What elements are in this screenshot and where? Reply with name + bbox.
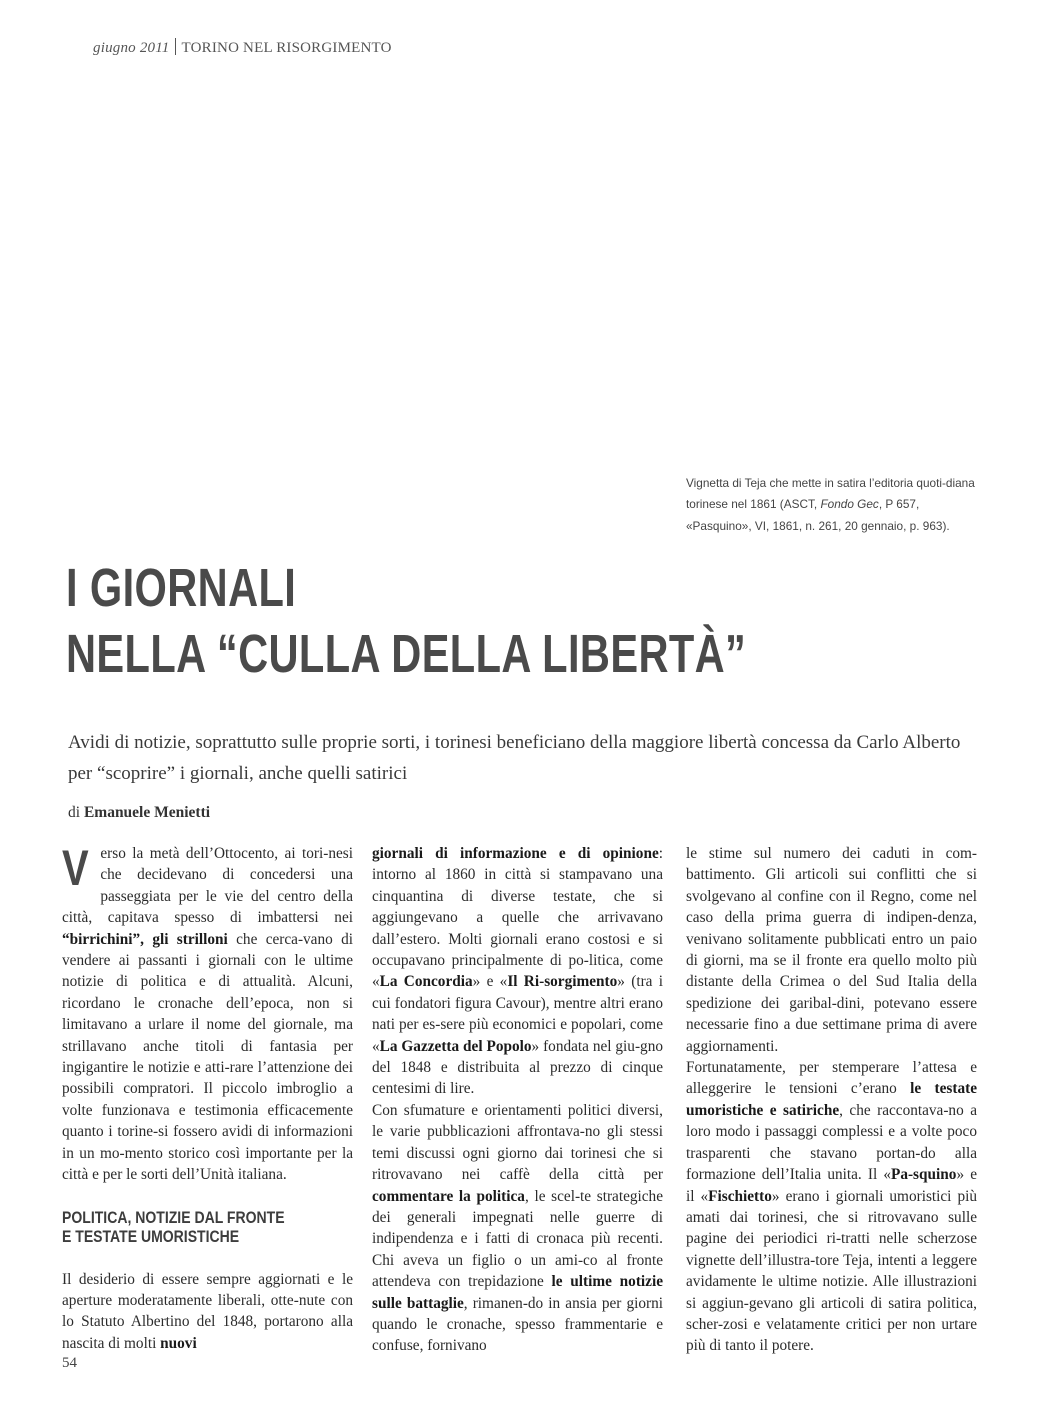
text-run: : intorno al 1860 in città si stampavano una cinquantina di diverse testate, che si aggiungevano a quelle che arrivavano dall’estero. Molti giornali erano costosi e si occupavano principalmente di po-litica, come « xyxy=(372,845,663,991)
text-run: » (tra i cui fondatori figura Cavour), mentre altri erano nati per es-sere più economici e popolari, come « xyxy=(372,973,663,1055)
bold-run: nuovi xyxy=(160,1334,197,1352)
text-run: , le scel-te strategiche dei generali impegnati nelle guerre di indipendenza e i fatti di cronaca più recenti. Chi aveva un figlio o un ami-co al fronte attendeva con trepidazione xyxy=(372,1187,663,1291)
caption-text-end: , P 657, «Pasquino», VI, 1861, n. 261, 20 gennaio, p. 963). xyxy=(686,497,950,533)
text-run: Fortunatamente, per stemperare l’attesa e alleggerire le tensioni c’erano xyxy=(686,1059,977,1098)
bold-run: La Gazzetta del Popolo xyxy=(379,1037,532,1055)
text-run: » e il « xyxy=(686,1166,977,1205)
section-title: TORINO NEL RISORGIMENTO xyxy=(181,40,392,56)
paragraph xyxy=(62,1269,353,1355)
text-run: » fondata nel giu-gno del 1848 e distribuita al prezzo di cinque centesimi di lire. xyxy=(372,1037,663,1098)
bold-run: commentare la politica xyxy=(372,1187,525,1205)
byline-prefix: di xyxy=(68,804,81,821)
text-run: Il desiderio di essere sempre aggiornati e le aperture moderatamente liberali, otte-nute con lo Statuto Albertino del 1848, portarono alla nascita di molti xyxy=(62,1270,353,1352)
author-name: Emanuele Menietti xyxy=(83,804,211,821)
bold-run: Fischietto xyxy=(708,1187,772,1205)
article-column-2 xyxy=(372,843,663,1357)
bold-run: Il Ri-sorgimento xyxy=(507,973,618,991)
text-run: » e « xyxy=(472,973,508,991)
image-caption xyxy=(686,473,976,537)
paragraph xyxy=(372,843,663,1100)
subheading-line-2: E TESTATE UMORISTICHE xyxy=(62,1227,240,1246)
bold-run: giornali di informazione e di opinione xyxy=(372,845,659,862)
text-run: , rimanen-do in ansia per giorni quando le cronache, spesso frammentarie e confuse, fornivano xyxy=(372,1294,663,1355)
separator-bar xyxy=(175,38,176,55)
text-run: che cerca-vano di vendere ai passanti i giornali con le ultime notizie di politica e di attualità. Alcuni, ricordano le cronache dell’epoca, non si limitavano a urlare il nome del giornale, ma strillavano anche titoli di fantasia per ingigantire le notizie e atti-rare l’attenzione dei possibili compratori. Il piccolo imbroglio a volte funzionava e testimonia efficacemente quanto i torine-si fossero avidi di informazioni in un mo-mento storico così importante per la città e per le sorti dell’Unità italiana. xyxy=(62,930,353,1184)
paragraph xyxy=(686,1057,977,1357)
caption-text: Vignetta di Teja che mette in satira l’editoria quoti-diana torinese nel 1861 (ASCT, xyxy=(686,476,975,512)
text-run: » erano i giornali umoristici più amati dai torinesi, che si ritrovavano sulle pagine dei periodici ri-tratti nelle scherzose vignette dell’illustra-tore Teja, intenti a leggere avidamente le ultime notizie. Alle illustrazioni si aggiun-gevano gli articoli di satira politica, scher-zosi e velatamente critici per non urtare più di tanto il potere. xyxy=(686,1187,977,1355)
bold-run: “birrichini”, gli strilloni xyxy=(62,930,228,948)
paragraph xyxy=(372,1100,663,1357)
running-head xyxy=(93,38,392,57)
text-run: , che raccontava-no a loro modo i passaggi complessi e a volte poco trasparenti che stavano portan-do alla formazione dell’Italia unita. Il « xyxy=(686,1101,977,1184)
bold-run: La Concordia xyxy=(379,973,473,991)
headline xyxy=(66,555,746,687)
paragraph xyxy=(62,840,353,1186)
bold-run: Pa-squino xyxy=(890,1166,957,1184)
bold-run: le ultime notizie sulle battaglie xyxy=(372,1273,663,1312)
subheading-line-1: POLITICA, NOTIZIE DAL FRONTE xyxy=(62,1208,285,1227)
page-number: 54 xyxy=(62,1355,77,1371)
standfirst: Avidi di notizie, soprattutto sulle proprie sorti, i torinesi beneficiano della maggiore libertà concessa da Carlo Alberto per “scoprire” i giornali, anche quelli satirici xyxy=(68,732,961,784)
paragraph: le stime sul numero dei caduti in com-battimento. Gli articoli sui conflitti che si svolgevano al confine con il Regno, come nel caso della prima guerra di indipen-denza, venivano solitamente pubblicati entro un paio di giorni, ma se il fronte era quello molto più distante della Crimea o del Sud Italia della spedizione dei garibal-dini, potevano essere necessarie fino a due settimane prima di avere aggiornamenti. xyxy=(686,845,977,1055)
article-column-3 xyxy=(686,843,977,1357)
headline-line-1: I GIORNALI xyxy=(66,558,297,618)
caption-italic: Fondo Gec xyxy=(820,497,879,512)
article-column-1 xyxy=(62,840,353,1354)
byline xyxy=(68,804,210,822)
drop-cap: V xyxy=(62,840,89,896)
text-run: Con sfumature e orientamenti politici diversi, le varie pubblicazioni affrontava-no gli stessi temi discussi ogni giorno dai torinesi che si ritrovavano nei caffè della città per xyxy=(372,1101,663,1184)
headline-line-2: NELLA “CULLA DELLA LIBERTÀ” xyxy=(66,624,747,684)
text-run: erso la metà dell’Ottocento, ai tori-nesi che decidevano di concedersi una passeggiata per le vie del centro della città, capitava spesso di imbattersi nei xyxy=(62,845,353,927)
issue-date: giugno 2011 xyxy=(93,40,170,56)
subheading xyxy=(62,1209,351,1247)
bold-run: le testate umoristiche e satiriche xyxy=(686,1080,977,1119)
